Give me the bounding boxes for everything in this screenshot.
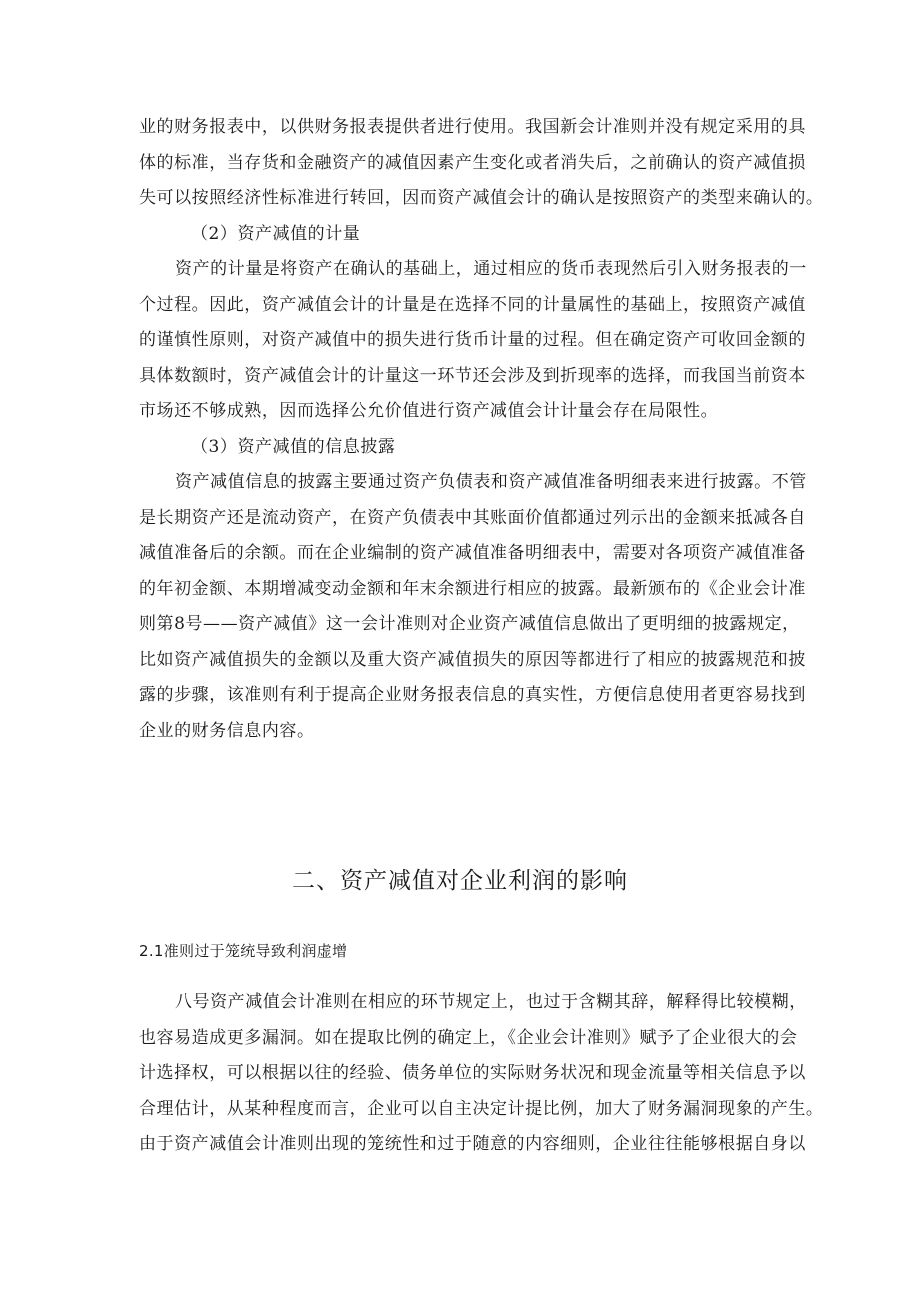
paragraph-line: 业的财务报表中，以供财务报表提供者进行使用。我国新会计准则并没有规定采用的具 bbox=[139, 117, 806, 137]
paragraph-line: 的年初金额、本期增减变动金额和年末余额进行相应的披露。最新颁布的《企业会计准 bbox=[139, 578, 806, 599]
paragraph-line: 具体数额时，资产减值会计的计量这一环节还会涉及到折现率的选择，而我国当前资本 bbox=[139, 365, 806, 386]
paragraph-line: 露的步骤，该准则有利于提高企业财务报表信息的真实性，方便信息使用者更容易找到 bbox=[139, 685, 806, 705]
paragraph-line: 资产的计量是将资产在确认的基础上，通过相应的货币表现然后引入财务报表的一 bbox=[175, 259, 807, 279]
paragraph-line: 合理估计，从某种程度而言，企业可以自主决定计提比例，加大了财务漏洞现象的产生。 bbox=[139, 1098, 824, 1119]
paragraph-line: 则第8号——资产减值》这一会计准则对企业资产减值信息做出了更明细的披露规定， bbox=[139, 614, 800, 634]
paragraph-line: 比如资产减值损失的金额以及重大资产减值损失的原因等都进行了相应的披露规范和披 bbox=[139, 649, 806, 670]
paragraph-line: 的谨慎性原则，对资产减值中的损失进行货币计量的过程。但在确定资产可收回金额的 bbox=[139, 330, 806, 350]
paragraph-line: 由于资产减值会计准则出现的笼统性和过于随意的内容细则，企业往往能够根据自身以 bbox=[139, 1134, 806, 1154]
paragraph-line: 计选择权，可以根据以往的经验、债务单位的实际财务状况和现金流量等相关信息予以 bbox=[139, 1063, 806, 1083]
paragraph-line: 企业的财务信息内容。 bbox=[139, 720, 315, 741]
paragraph-line: 八号资产减值会计准则在相应的环节规定上，也过于含糊其辞，解释得比较模糊， bbox=[175, 992, 807, 1012]
paragraph-line: 失可以按照经济性标准进行转回，因而资产减值会计的确认是按照资产的类型来确认的。 bbox=[139, 188, 824, 208]
paragraph-line: 资产减值信息的披露主要通过资产负债表和资产减值准备明细表来进行披露。不管 bbox=[175, 472, 807, 492]
paragraph-line: 也容易造成更多漏洞。如在提取比例的确定上，《企业会计准则》赋予了企业很大的会 bbox=[139, 1027, 798, 1048]
subsection-title: 2.1准则过于笼统导致利润虚增 bbox=[139, 942, 348, 960]
paragraph-line: 体的标准，当存货和金融资产的减值因素产生变化或者消失后，之前确认的资产减值损 bbox=[139, 152, 806, 173]
paragraph-line: 个过程。因此，资产减值会计的计量是在选择不同的计量属性的基础上，按照资产减值 bbox=[139, 294, 806, 315]
disclosure-heading: （3）资产减值的信息披露 bbox=[191, 436, 396, 457]
paragraph-line: 市场还不够成熟，因而选择公允价值进行资产减值会计计量会存在局限性。 bbox=[139, 401, 719, 421]
section1-body bbox=[139, 110, 824, 749]
paragraph-line: 是长期资产还是流动资产，在资产负债表中其账面价值都通过列示出的金额来抵减各自 bbox=[139, 507, 806, 528]
paragraph-line: 减值准备后的余额。而在企业编制的资产减值准备明细表中，需要对各项资产减值准备 bbox=[139, 543, 806, 563]
section-title: 二、资产减值对企业利润的影响 bbox=[292, 868, 628, 894]
measurement-heading: （2）资产减值的计量 bbox=[191, 223, 361, 244]
section2-body bbox=[139, 985, 824, 1163]
